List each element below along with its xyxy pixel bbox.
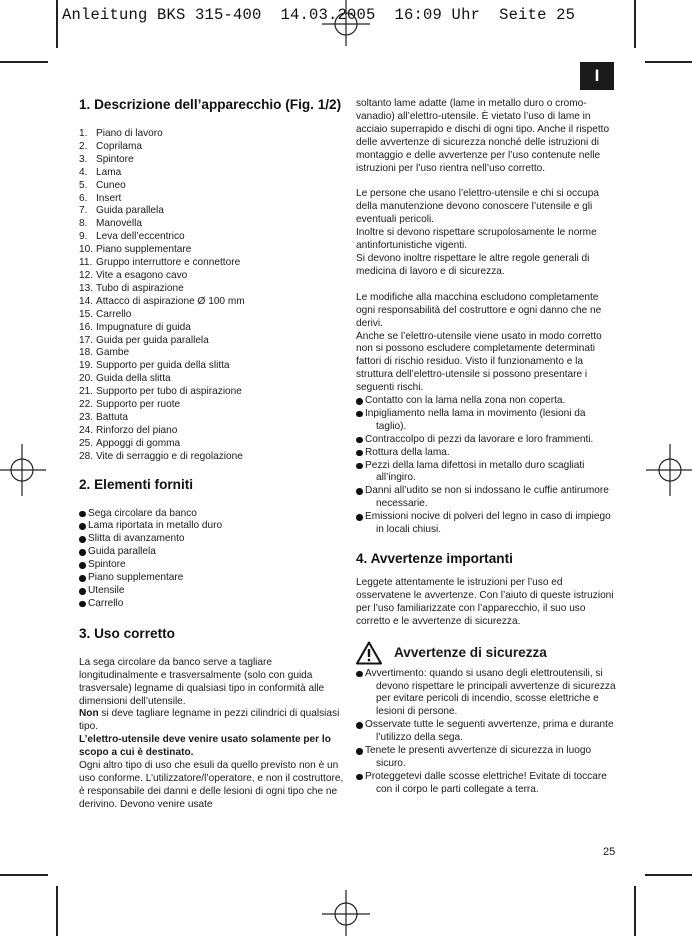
section3-title: 3. Uso corretto — [79, 625, 175, 641]
supplied-items-list — [79, 508, 347, 611]
list-item: 9. Leva dell’eccentrico — [79, 231, 185, 243]
list-item: 28. Vite di serraggio e di regolazione — [79, 450, 243, 462]
list-item: Inpigliamento nella lama in movimento (lesioni da taglio). — [356, 408, 618, 434]
safety-title — [356, 641, 618, 665]
list-item: Slitta di avanzamento — [79, 533, 347, 546]
list-item: 7. Guida parallela — [79, 205, 164, 217]
section1-title: 1. Descrizione dell’apparecchio (Fig. 1/2) — [79, 97, 342, 112]
list-item: Proteggetevi dalle scosse elettriche! Evitate di toccare con il corpo le parti collegate a terra. — [356, 771, 618, 797]
list-item: Lama riportata in metallo duro — [79, 520, 347, 533]
crop-mark-right-top — [645, 61, 692, 63]
crop-mark-right-bottom — [645, 874, 692, 876]
list-item: 22. Supporto per ruote — [79, 399, 181, 411]
list-item: Piano supplementare — [79, 572, 347, 585]
list-item: 5. Cuneo — [79, 179, 126, 191]
list-item: 19. Supporto per guida della slitta — [79, 360, 230, 372]
list-item: Spintore — [79, 559, 347, 572]
list-item: 4. Lama — [79, 166, 122, 178]
list-item: 15. Carrello — [79, 308, 132, 320]
list-item: 13. Tubo di aspirazione — [79, 282, 184, 294]
page-number: 25 — [603, 846, 616, 858]
section2-title: 2. Elementi forniti — [79, 476, 194, 492]
list-item: 23. Battuta — [79, 411, 128, 423]
crop-mark-bottom-right — [634, 886, 636, 936]
print-header: Anleitung BKS 315-400 14.03.2005 16:09 Uhr Seite 25 — [62, 6, 576, 24]
crop-mark-left-bottom — [0, 874, 48, 876]
registration-mark-left-icon — [0, 444, 46, 496]
section4-title: 4. Avvertenze importanti — [356, 551, 513, 566]
parts-list — [79, 128, 347, 464]
language-tab: I — [580, 62, 614, 90]
list-item: Utensile — [79, 585, 347, 598]
list-item: Sega circolare da banco — [79, 508, 347, 521]
body-paragraph: Le persone che usano l’elettro-utensile e chi si occupa della manutenzione devono conoscere l’utensile e gli eventuali pericoli. — [356, 188, 599, 226]
list-item: 3. Spintore — [79, 153, 134, 165]
registration-mark-right-icon — [646, 444, 692, 496]
list-item: Pezzi della lama difettosi in metallo duro scagliati all’ingiro. — [356, 460, 618, 486]
right-column — [356, 98, 618, 797]
safety-title-text: Avvertenze di sicurezza — [394, 644, 547, 660]
list-item: Contraccolpo di pezzi da lavorare e loro frammenti. — [356, 434, 618, 447]
section3-paragraph: Non si deve tagliare legname in pezzi cilindrici di qualsiasi tipo. — [79, 708, 340, 733]
list-item: 17. Guida per guida parallela — [79, 334, 209, 346]
warning-triangle-icon — [356, 641, 382, 665]
registration-mark-top-icon — [318, 0, 374, 46]
list-item: Contatto con la lama nella zona non coperta. — [356, 395, 618, 408]
list-item: Avvertimento: quando si usano degli elettroutensili, si devono rispettare le principali avvertenze di sicurezza per evitare pericoli di incendio, scosse elettriche e lesioni di persone. — [356, 668, 618, 720]
list-item: 25. Appoggi di gomma — [79, 437, 181, 449]
list-item: 11. Gruppo interruttore e connettore — [79, 257, 241, 269]
body-paragraph: Si devono inoltre rispettare le altre regole generali di medicina di lavoro e di sicurezza. — [356, 252, 590, 277]
crop-mark-top-right — [634, 0, 636, 48]
list-item: 2. Coprilama — [79, 140, 142, 152]
section3-paragraph: Ogni altro tipo di uso che esuli da quello previsto non è un uso conforme. L’utilizzatore/l’operatore, e non il costruttore, è responsabile dei danni e delle lesioni di ogni tipo che ne derivino. Devono venire usate — [79, 760, 344, 810]
list-item: Carrello — [79, 598, 347, 611]
crop-mark-bottom-left — [56, 886, 58, 936]
list-item: 8. Manovella — [79, 218, 143, 230]
list-item: Guida parallela — [79, 546, 347, 559]
list-item: 20. Guida della slitta — [79, 373, 171, 385]
list-item: Rottura della lama. — [356, 447, 618, 460]
list-item: 18. Gambe — [79, 347, 130, 359]
list-item: 24. Rinforzo del piano — [79, 424, 178, 436]
left-column — [79, 95, 347, 812]
list-item: 12. Vite a esagono cavo — [79, 269, 188, 281]
list-item: Emissioni nocive di polveri del legno in caso di impiego in locali chiusi. — [356, 511, 618, 537]
body-paragraph: Inoltre si devono rispettare scrupolosamente le norme antinfortunistiche vigenti. — [356, 227, 597, 252]
list-item: 16. Impugnature di guida — [79, 321, 191, 333]
registration-mark-bottom-icon — [318, 890, 374, 936]
section3-paragraph: La sega circolare da banco serve a tagliare longitudinalmente e trasversalmente (solo con guida trasversale) legname di qualsiasi tipo in conformità alle dimensioni dell’utensile. — [79, 656, 325, 707]
list-item: 1. Piano di lavoro — [79, 128, 163, 139]
list-item: 14. Attacco di aspirazione Ø 100 mm — [79, 295, 245, 307]
list-item: Osservate tutte le seguenti avvertenze, prima e durante l’utilizzo della sega. — [356, 719, 618, 745]
list-item: Tenete le presenti avvertenze di sicurezza in luogo sicuro. — [356, 745, 618, 771]
body-paragraph: soltanto lame adatte (lame in metallo duro o cromo-vanadio) all’elettro-utensile. È vietato l’uso di lame in acciaio superrapido e dischi di ogni tipo. Anche il rispetto delle avvertenze di sicurezza nonché delle istruzioni di montaggio e delle avvertenze per l’uso contenute nelle istruzioni per l’uso rientra nell’uso corretto. — [356, 98, 610, 174]
list-item: 21. Supporto per tubo di aspirazione — [79, 386, 242, 398]
list-item: Danni all’udito se non si indossano le cuffie antirumore necessarie. — [356, 485, 618, 511]
list-item: 10. Piano supplementare — [79, 244, 192, 256]
body-paragraph: Le modifiche alla macchina escludono completamente ogni responsabilità del costruttore e ogni danno che ne derivi. — [356, 291, 602, 329]
safety-list — [356, 668, 618, 797]
risk-list — [356, 395, 618, 537]
body-paragraph: Anche se l’elettro-utensile viene usato in modo corretto non si possono escludere completamente determinati fattori di rischio residuo. Visto il funzionamento e la struttura dell’elettro-utensile si possono presentare i seguenti rischi. — [356, 330, 602, 394]
list-item: 6. Insert — [79, 192, 122, 204]
section3-paragraph: L’elettro-utensile deve venire usato solamente per lo scopo a cui è destinato. — [79, 734, 331, 759]
crop-mark-top-left — [56, 0, 58, 48]
crop-mark-left-top — [0, 61, 48, 63]
section4-paragraph: Leggete attentamente le istruzioni per l’uso ed osservatene le avvertenze. Con l’aiuto di queste istruzioni per l’uso familiarizzate con l’apparecchio, il suo uso corretto e le avvertenze di sicurezza. — [356, 577, 614, 627]
